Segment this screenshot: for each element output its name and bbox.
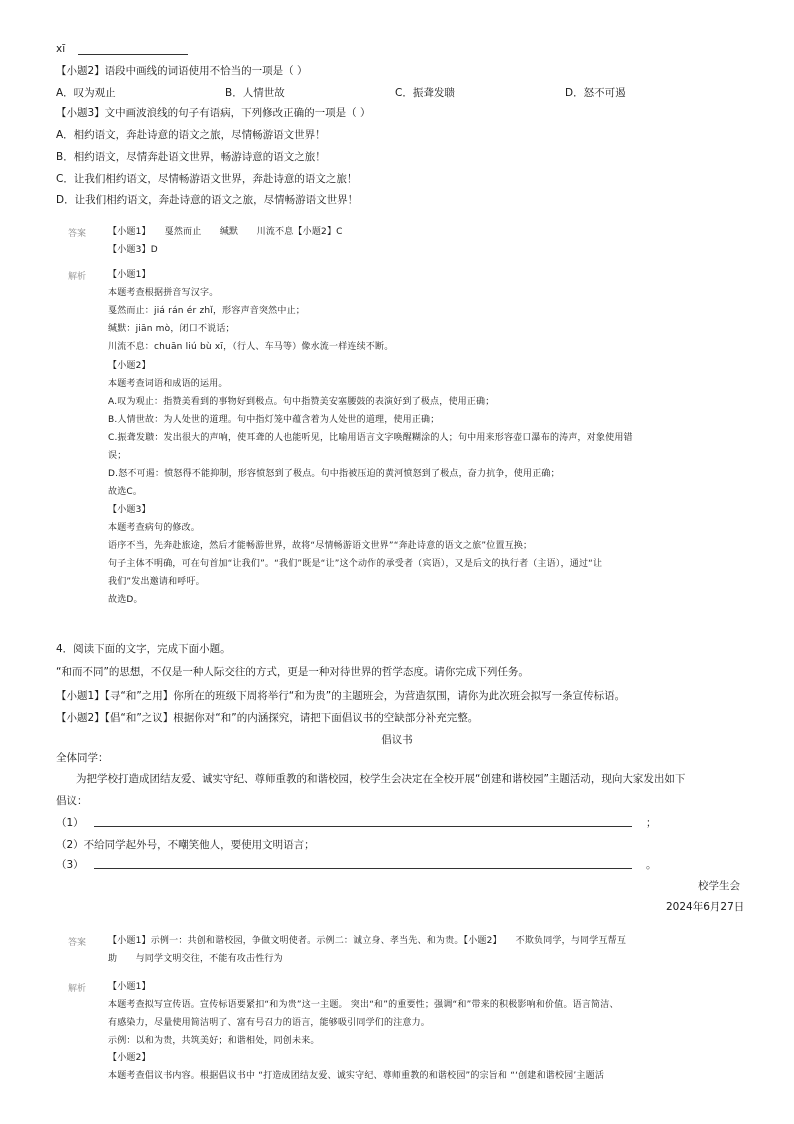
question-4-intro: “和而不同”的思想，不仅是一种人际交往的方式，更是一种对待世界的哲学态度。请你完成下列任务。 <box>56 666 529 678</box>
proposal-item-3-label: （3） <box>56 859 84 871</box>
proposal-salutation: 全体同学： <box>56 752 109 764</box>
sub-question-1-stem: 【小题1】【寻“和”之用】你所在的班级下周将举行“和为贵”的主题班会，为营造氛围，请你为此次班会拟写一条宣传标语。 <box>56 690 626 702</box>
proposal-item-3-blank[interactable] <box>94 868 632 869</box>
proposal-heading: 倡议书 <box>381 734 413 746</box>
option-a: A．相约语文，奔赴诗意的语文之旅，尽情畅游语文世界！ <box>56 129 326 141</box>
analysis-line: A.叹为观止：指赞美看到的事物好到极点。句中指赞美安塞腰鼓的表演好到了极点，使用正确； <box>108 397 495 407</box>
analysis-line: 【小题2】 <box>108 361 151 371</box>
answer-text: 助 与同学文明交往，不能有攻击性行为 <box>108 954 283 964</box>
proposal-item-1-end: ； <box>646 817 657 829</box>
option-d: D．让我们相约语文，奔赴诗意的语文之旅，尽情畅游语文世界！ <box>56 194 359 206</box>
option-c: C．振聋发聩 <box>395 87 455 99</box>
proposal-body: 为把学校打造成团结友爱、诚实守纪、尊师重教的和谐校园，校学生会决定在全校开展“创建和谐校园”主题活动，现向大家发出如下 <box>76 773 686 785</box>
analysis-line: 本题考查倡议书内容。根据倡议书中 “打造成团结友爱、诚实守纪、尊师重教的和谐校园”的宗旨和 “‘创建和谐校园’主题活 <box>108 1071 605 1081</box>
analysis-line: 句子主体不明确，可在句首加“让我们”。“我们”既是“让”这个动作的承受者（宾语），又是后文的执行者（主语），通过“让 <box>108 559 603 569</box>
analysis-line: 【小题1】 <box>108 270 151 280</box>
question-4-title: 4．阅读下面的文字，完成下面小题。 <box>56 643 231 655</box>
answer-blank-line <box>78 54 188 55</box>
answer-label: 答案 <box>68 938 87 948</box>
analysis-line: D.怒不可遏：愤怒得不能抑制，形容愤怒到了极点。句中指被压迫的黄河愤怒到了极点，奋力抗争，使用正确； <box>108 469 560 479</box>
proposal-item-3-end: 。 <box>646 859 657 871</box>
sub-question-3-stem: 【小题3】文中画波浪线的句子有语病，下列修改正确的一项是（ ） <box>56 107 371 119</box>
analysis-line: 语序不当，先奔赴旅途，然后才能畅游世界，故将“尽情畅游语文世界”“奔赴诗意的语文之旅”位置互换； <box>108 541 533 551</box>
proposal-signature: 校学生会 <box>698 880 740 892</box>
analysis-line: 我们”发出邀请和呼吁。 <box>108 577 205 587</box>
analysis-line: B.人情世故：为人处世的道理。句中指灯笼中蕴含着为人处世的道理，使用正确； <box>108 415 440 425</box>
analysis-line: 【小题1】 <box>108 982 151 992</box>
analysis-line: 故选C。 <box>108 487 143 497</box>
analysis-line: 故选D。 <box>108 595 143 605</box>
analysis-line: 缄默：jiān mò，闭口不说话； <box>108 324 235 334</box>
proposal-item-2: （2）不给同学起外号，不嘲笑他人，要使用文明语言； <box>56 839 315 851</box>
analysis-line: 本题考查病句的修改。 <box>108 523 201 533</box>
proposal-item-1-blank[interactable] <box>94 826 632 827</box>
option-d: D．怒不可遏 <box>565 87 626 99</box>
proposal-date: 2024年6月27日 <box>666 901 745 913</box>
answer-text: 【小题3】D <box>108 245 158 255</box>
option-b: B．相约语文，尽情奔赴语文世界，畅游诗意的语文之旅！ <box>56 151 326 163</box>
proposal-body: 倡议： <box>56 795 88 807</box>
analysis-line: 【小题2】 <box>108 1053 151 1063</box>
analysis-line: 本题考查拟写宣传语。宣传标语要紧扣“和为贵”这一主题。 突出“和”的重要性；强调“和”带来的积极影响和价值。语言简洁、 <box>108 1000 619 1010</box>
analysis-line: C.振聋发聩：发出很大的声响，使耳聋的人也能听见，比喻用语言文字唤醒糊涂的人；句中用来形容壶口瀑布的涛声，对象使用错 <box>108 433 633 443</box>
analysis-label: 解析 <box>68 272 87 282</box>
analysis-label: 解析 <box>68 984 87 994</box>
sub-question-2-stem: 【小题2】语段中画线的词语使用不恰当的一项是（ ） <box>56 65 308 77</box>
analysis-line: 【小题3】 <box>108 505 151 515</box>
answer-text: 【小题1】示例一：共创和谐校园，争做文明使者。示例二：诚立身、孝当先、和为贵。【小题2】 不欺负同学，与同学互帮互 <box>108 936 627 946</box>
analysis-line: 误； <box>108 451 127 461</box>
answer-text: 【小题1】 戛然而止 缄默 川流不息【小题2】C <box>108 227 343 237</box>
option-b: B．人情世故 <box>225 87 285 99</box>
option-a: A．叹为观止 <box>56 87 116 99</box>
option-c: C．让我们相约语文，尽情畅游语文世界，奔赴诗意的语文之旅！ <box>56 173 358 185</box>
analysis-line: 川流不息：chuān liú bù xī，（行人、车马等）像水流一样连续不断。 <box>108 342 394 352</box>
answer-label: 答案 <box>68 229 87 239</box>
analysis-line: 本题考查词语和成语的运用。 <box>108 379 228 389</box>
sub-question-2-stem: 【小题2】【倡“和”之议】根据你对“和”的内涵探究，请把下面倡议书的空缺部分补充完整。 <box>56 712 479 724</box>
analysis-line: 戛然而止：jiá rán ér zhǐ，形容声音突然中止； <box>108 306 305 316</box>
analysis-line: 示例：以和为贵，共筑美好；和谐相处，同创未来。 <box>108 1036 320 1046</box>
top-fragment-text: xī <box>56 43 66 55</box>
analysis-line: 本题考查根据拼音写汉字。 <box>108 288 219 298</box>
proposal-item-1-label: （1） <box>56 817 84 829</box>
analysis-line: 有感染力，尽量使用简洁明了、富有号召力的语言，能够吸引同学们的注意力。 <box>108 1018 431 1028</box>
